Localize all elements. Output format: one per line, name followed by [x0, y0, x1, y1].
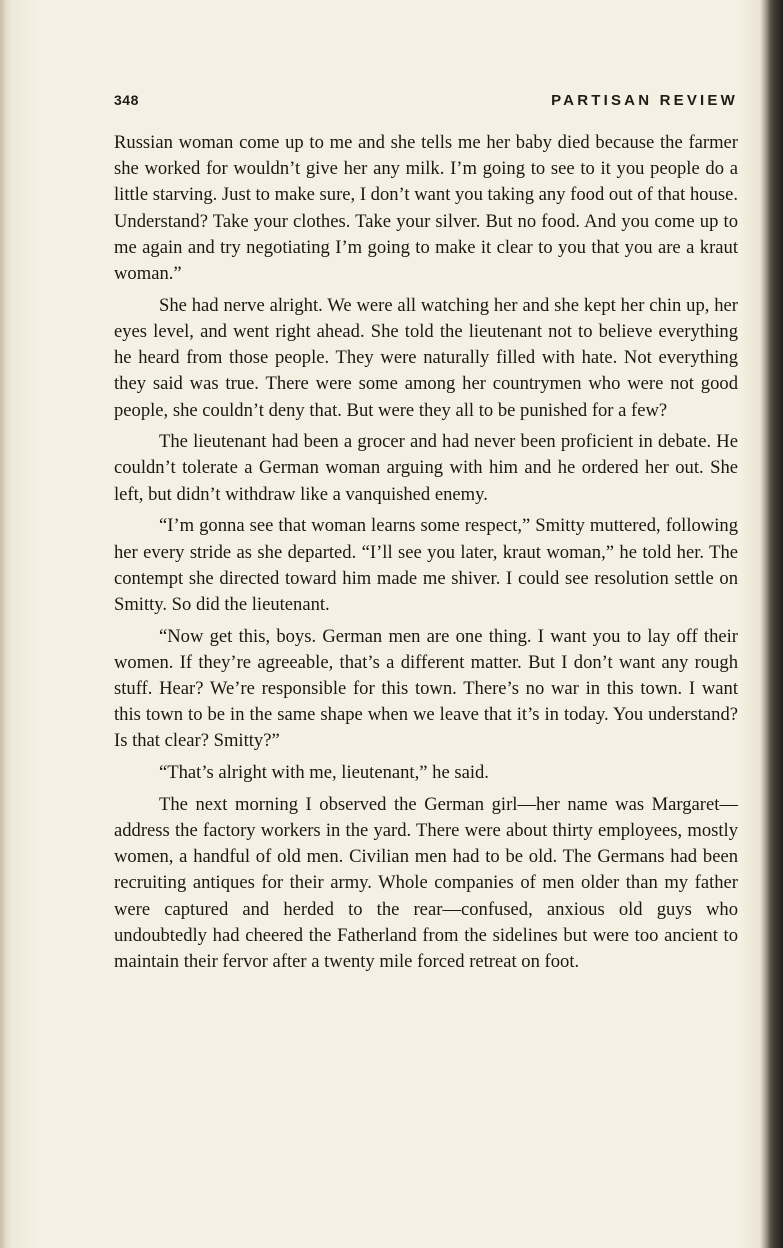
- paragraph: “I’m gonna see that woman learns some respect,” Smitty muttered, following her every stride as she departed. “I’ll see you later, kraut woman,” he told her. The contempt she directed toward him made me shiver. I could see resolution settle on Smitty. So did the lieutenant.: [114, 515, 738, 615]
- paragraph: “That’s alright with me, lieutenant,” he said.: [159, 762, 489, 784]
- paragraph: She had nerve alright. We were all watching her and she kept her chin up, her eyes level, and went right ahead. She told the lieutenant not to believe everything he heard from those people. They were naturally filled with hate. Not everything they said was true. There were some among her countrymen who were not good people, she couldn’t deny that. But were they all to be punished for a few?: [114, 294, 738, 421]
- page-number: 348: [114, 92, 139, 108]
- paragraph: Russian woman come up to me and she tells me her baby died because the farmer she worked for wouldn’t give her any milk. I’m going to see to it you people do a little starving. Just to make sure, I don’t want you taking any food out of that house. Understand? Take your clothes. Take your silver. But no food. And you come up to me again and try negotiating I’m going to make it clear to you that you are a kraut woman.”: [114, 132, 738, 285]
- paragraph: The next morning I observed the German girl—her name was Margaret—address the factory workers in the yard. There were about thirty employees, mostly women, a handful of old men. Civilian men had to be old. The Germans had been recruiting antiques for their army. Whole companies of men older than my father were captured and herded to the rear—confused, anxious old guys who undoubtedly had cheered the Fatherland from the sidelines but were too ancient to maintain their fervor after a twenty mile forced retreat on foot.: [114, 793, 738, 973]
- page-header: [114, 90, 738, 114]
- running-head: PARTISAN REVIEW: [551, 92, 738, 109]
- paragraph: The lieutenant had been a grocer and had never been proficient in debate. He couldn’t tolerate a German woman arguing with him and he ordered her out. She left, but didn’t withdraw like a vanquished enemy.: [114, 431, 738, 505]
- page-edge-shadow: [767, 0, 783, 1248]
- body-text: [114, 130, 738, 981]
- page-gutter-shadow: [0, 0, 6, 1248]
- paragraph: “Now get this, boys. German men are one thing. I want you to lay off their women. If they’re agreeable, that’s a different matter. But I don’t want any rough stuff. Hear? We’re responsible for this town. There’s no war in this town. I want this town to be in the same shape when we leave that it’s in today. You understand? Is that clear? Smitty?”: [114, 625, 738, 752]
